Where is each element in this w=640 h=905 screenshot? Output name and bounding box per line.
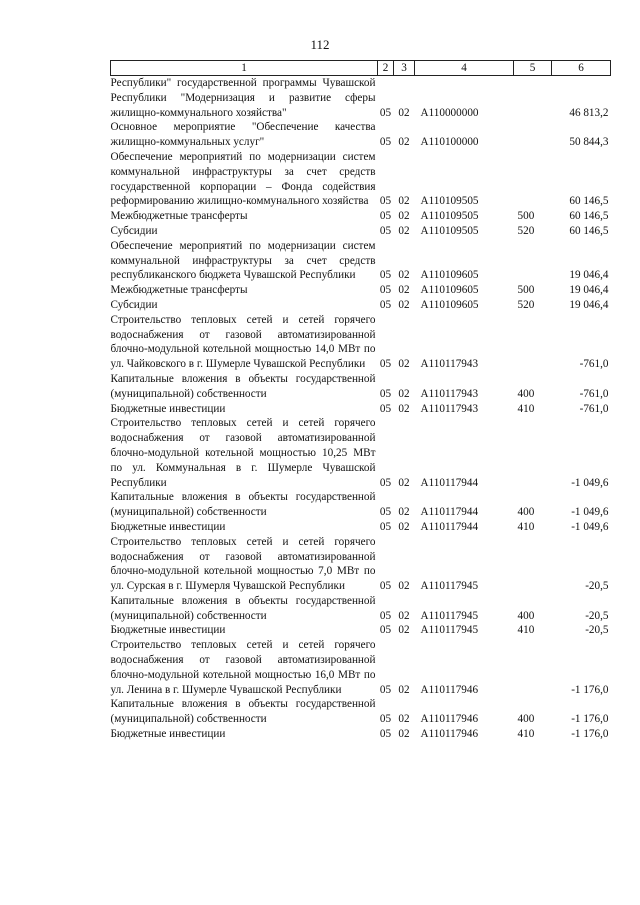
row-target-article: А110117945 [420, 624, 479, 637]
row-amount: -20,5 [585, 624, 609, 637]
row-expense-type [514, 120, 552, 150]
table-row [111, 239, 611, 283]
row-name: Бюджетные инвестиции [110, 520, 226, 533]
row-subsection: 02 [398, 580, 410, 593]
row-expense-type: 400 [517, 506, 535, 519]
row-name: Капитальные вложения в объекты государственной (муниципальной) собственности [110, 594, 376, 622]
table-row [111, 298, 611, 313]
row-section: 05 [379, 210, 392, 223]
row-target-article: А110109505 [420, 224, 479, 237]
row-name: Капитальные вложения в объекты государственной (муниципальной) собственности [110, 491, 376, 519]
row-target-article: А110109505 [420, 210, 479, 223]
row-target-article: А110117943 [420, 402, 479, 415]
table-row [111, 594, 611, 624]
row-section: 05 [379, 387, 392, 400]
row-section: 05 [379, 298, 392, 311]
table-row [111, 520, 611, 535]
page-number: 112 [310, 37, 330, 52]
row-section: 05 [379, 520, 392, 533]
table-row [111, 490, 611, 520]
row-subsection: 02 [398, 358, 410, 371]
row-amount: -761,0 [579, 387, 609, 400]
row-subsection: 02 [398, 195, 410, 208]
row-expense-type: 410 [517, 728, 535, 741]
row-target-article: А110117944 [420, 520, 479, 533]
row-section: 05 [379, 624, 392, 637]
row-section: 05 [379, 476, 392, 489]
header-col-2: 2 [378, 61, 394, 76]
row-section: 05 [379, 284, 392, 297]
row-expense-type [514, 76, 552, 121]
table-row [111, 402, 611, 417]
row-expense-type [514, 416, 552, 490]
table-row [111, 313, 611, 372]
row-amount: -1 176,0 [571, 728, 609, 741]
row-name: Бюджетные инвестиции [110, 624, 226, 637]
table-row [111, 638, 611, 697]
row-amount: -20,5 [585, 609, 609, 622]
row-subsection: 02 [398, 387, 410, 400]
row-section: 05 [379, 224, 392, 237]
row-name: Бюджетные инвестиции [110, 728, 226, 741]
row-name: Межбюджетные трансферты [110, 210, 248, 223]
row-target-article: А110117943 [420, 387, 479, 400]
row-amount: 50 844,3 [569, 136, 609, 149]
row-target-article: А110109505 [420, 195, 479, 208]
row-section: 05 [379, 195, 392, 208]
row-amount: 60 146,5 [569, 210, 609, 223]
row-section: 05 [379, 506, 392, 519]
table-row [111, 224, 611, 239]
row-expense-type [514, 150, 552, 209]
row-name: Субсидии [110, 224, 158, 237]
row-expense-type: 410 [517, 520, 535, 533]
table-row [111, 209, 611, 224]
row-expense-type [514, 239, 552, 283]
row-name: Капитальные вложения в объекты государственной (муниципальной) собственности [110, 372, 376, 400]
row-name: Обеспечение мероприятий по модернизации систем коммунальной инфраструктуры за счет средств государственной корпорации – Фонда содействия реформированию жилищно-коммунального хозяйства [110, 150, 376, 208]
row-subsection: 02 [398, 298, 410, 311]
row-expense-type [514, 535, 552, 594]
row-amount: 19 046,4 [569, 284, 609, 297]
row-section: 05 [379, 580, 392, 593]
row-target-article: А110109605 [420, 284, 479, 297]
row-target-article: А110117943 [420, 358, 479, 371]
row-amount: -1 049,6 [571, 506, 609, 519]
row-target-article: А110109605 [420, 298, 479, 311]
row-expense-type: 410 [517, 402, 535, 415]
row-target-article: А110109605 [420, 269, 479, 282]
row-subsection: 02 [398, 506, 410, 519]
row-amount: 60 146,5 [569, 224, 609, 237]
row-subsection: 02 [398, 402, 410, 415]
table-row [111, 76, 611, 121]
row-amount: 19 046,4 [569, 269, 609, 282]
table-row [111, 283, 611, 298]
table-row [111, 535, 611, 594]
table-row [111, 372, 611, 402]
table-row [111, 120, 611, 150]
row-subsection: 02 [398, 269, 410, 282]
row-section: 05 [379, 728, 392, 741]
row-subsection: 02 [398, 476, 410, 489]
budget-table [110, 60, 611, 742]
row-name: Основное мероприятие "Обеспечение качества жилищно-коммунальных услуг" [110, 121, 376, 149]
row-expense-type: 400 [517, 609, 535, 622]
header-col-4: 4 [415, 61, 514, 76]
header-col-1: 1 [111, 61, 378, 76]
row-subsection: 02 [398, 520, 410, 533]
table-header-row [111, 61, 611, 76]
table-row [111, 727, 611, 742]
row-target-article: А110117945 [420, 609, 479, 622]
row-target-article: А110117946 [420, 728, 479, 741]
row-name: Строительство тепловых сетей и сетей горячего водоснабжения от газовой автоматизированной блочно-модульной котельной мощностью 7,0 МВт по ул. Сурская в г. Шумерля Чувашской Республики [110, 535, 376, 593]
row-amount: 60 146,5 [569, 195, 609, 208]
row-expense-type: 400 [517, 387, 535, 400]
row-expense-type [514, 638, 552, 697]
row-target-article: А110100000 [420, 136, 479, 149]
row-subsection: 02 [398, 224, 410, 237]
row-amount: -20,5 [585, 580, 609, 593]
row-target-article: А110000000 [420, 106, 479, 119]
row-amount: -761,0 [579, 402, 609, 415]
header-col-5: 5 [514, 61, 552, 76]
row-name: Межбюджетные трансферты [110, 284, 248, 297]
row-section: 05 [379, 269, 392, 282]
row-section: 05 [379, 609, 392, 622]
row-amount: -1 049,6 [571, 520, 609, 533]
row-name: Обеспечение мероприятий по модернизации систем коммунальной инфраструктуры за счет средств республиканского бюджета Чувашской Республики [110, 239, 376, 282]
row-section: 05 [379, 683, 392, 696]
row-expense-type: 520 [517, 298, 535, 311]
row-name: Субсидии [110, 298, 158, 311]
row-name: Строительство тепловых сетей и сетей горячего водоснабжения от газовой автоматизированной блочно-модульной котельной мощностью 10,25 МВт по ул. Коммунальная в г. Шумерле Чувашской Республики [110, 417, 376, 489]
row-target-article: А110117946 [420, 713, 479, 726]
row-subsection: 02 [398, 713, 410, 726]
row-amount: -761,0 [579, 358, 609, 371]
row-section: 05 [379, 106, 392, 119]
row-subsection: 02 [398, 210, 410, 223]
row-amount: 19 046,4 [569, 298, 609, 311]
row-subsection: 02 [398, 728, 410, 741]
row-target-article: А110117944 [420, 506, 479, 519]
row-name: Капитальные вложения в объекты государственной (муниципальной) собственности [110, 698, 376, 726]
row-amount: -1 176,0 [571, 713, 609, 726]
table-row [111, 150, 611, 209]
row-name: Строительство тепловых сетей и сетей горячего водоснабжения от газовой автоматизированной блочно-модульной котельной мощностью 14,0 МВт по ул. Чайковского в г. Шумерле Чувашской Республики [110, 313, 376, 371]
row-target-article: А110117946 [420, 683, 479, 696]
row-section: 05 [379, 358, 392, 371]
row-name: Республики" государственной программы Чувашской Республики "Модернизация и развитие сферы жилищно-коммунального хозяйства" [110, 77, 376, 119]
row-amount: -1 049,6 [571, 476, 609, 489]
row-section: 05 [379, 713, 392, 726]
row-subsection: 02 [398, 136, 410, 149]
row-expense-type: 500 [517, 210, 535, 223]
row-subsection: 02 [398, 609, 410, 622]
row-expense-type: 500 [517, 284, 535, 297]
header-col-3: 3 [394, 61, 415, 76]
row-target-article: А110117945 [420, 580, 479, 593]
row-subsection: 02 [398, 106, 410, 119]
table-row [111, 416, 611, 490]
row-amount: -1 176,0 [571, 683, 609, 696]
row-expense-type [514, 313, 552, 372]
row-amount: 46 813,2 [569, 106, 609, 119]
row-subsection: 02 [398, 683, 410, 696]
row-expense-type: 400 [517, 713, 535, 726]
row-section: 05 [379, 402, 392, 415]
table-row [111, 697, 611, 727]
table-row [111, 623, 611, 638]
row-subsection: 02 [398, 624, 410, 637]
row-name: Строительство тепловых сетей и сетей горячего водоснабжения от газовой автоматизированной блочно-модульной котельной мощностью 16,0 МВт по ул. Ленина в г. Шумерле Чувашской Республики [110, 639, 376, 696]
row-target-article: А110117944 [420, 476, 479, 489]
row-name: Бюджетные инвестиции [110, 402, 226, 415]
row-section: 05 [379, 136, 392, 149]
row-expense-type: 410 [517, 624, 535, 637]
row-expense-type: 520 [517, 224, 535, 237]
row-subsection: 02 [398, 284, 410, 297]
header-col-6: 6 [552, 61, 611, 76]
